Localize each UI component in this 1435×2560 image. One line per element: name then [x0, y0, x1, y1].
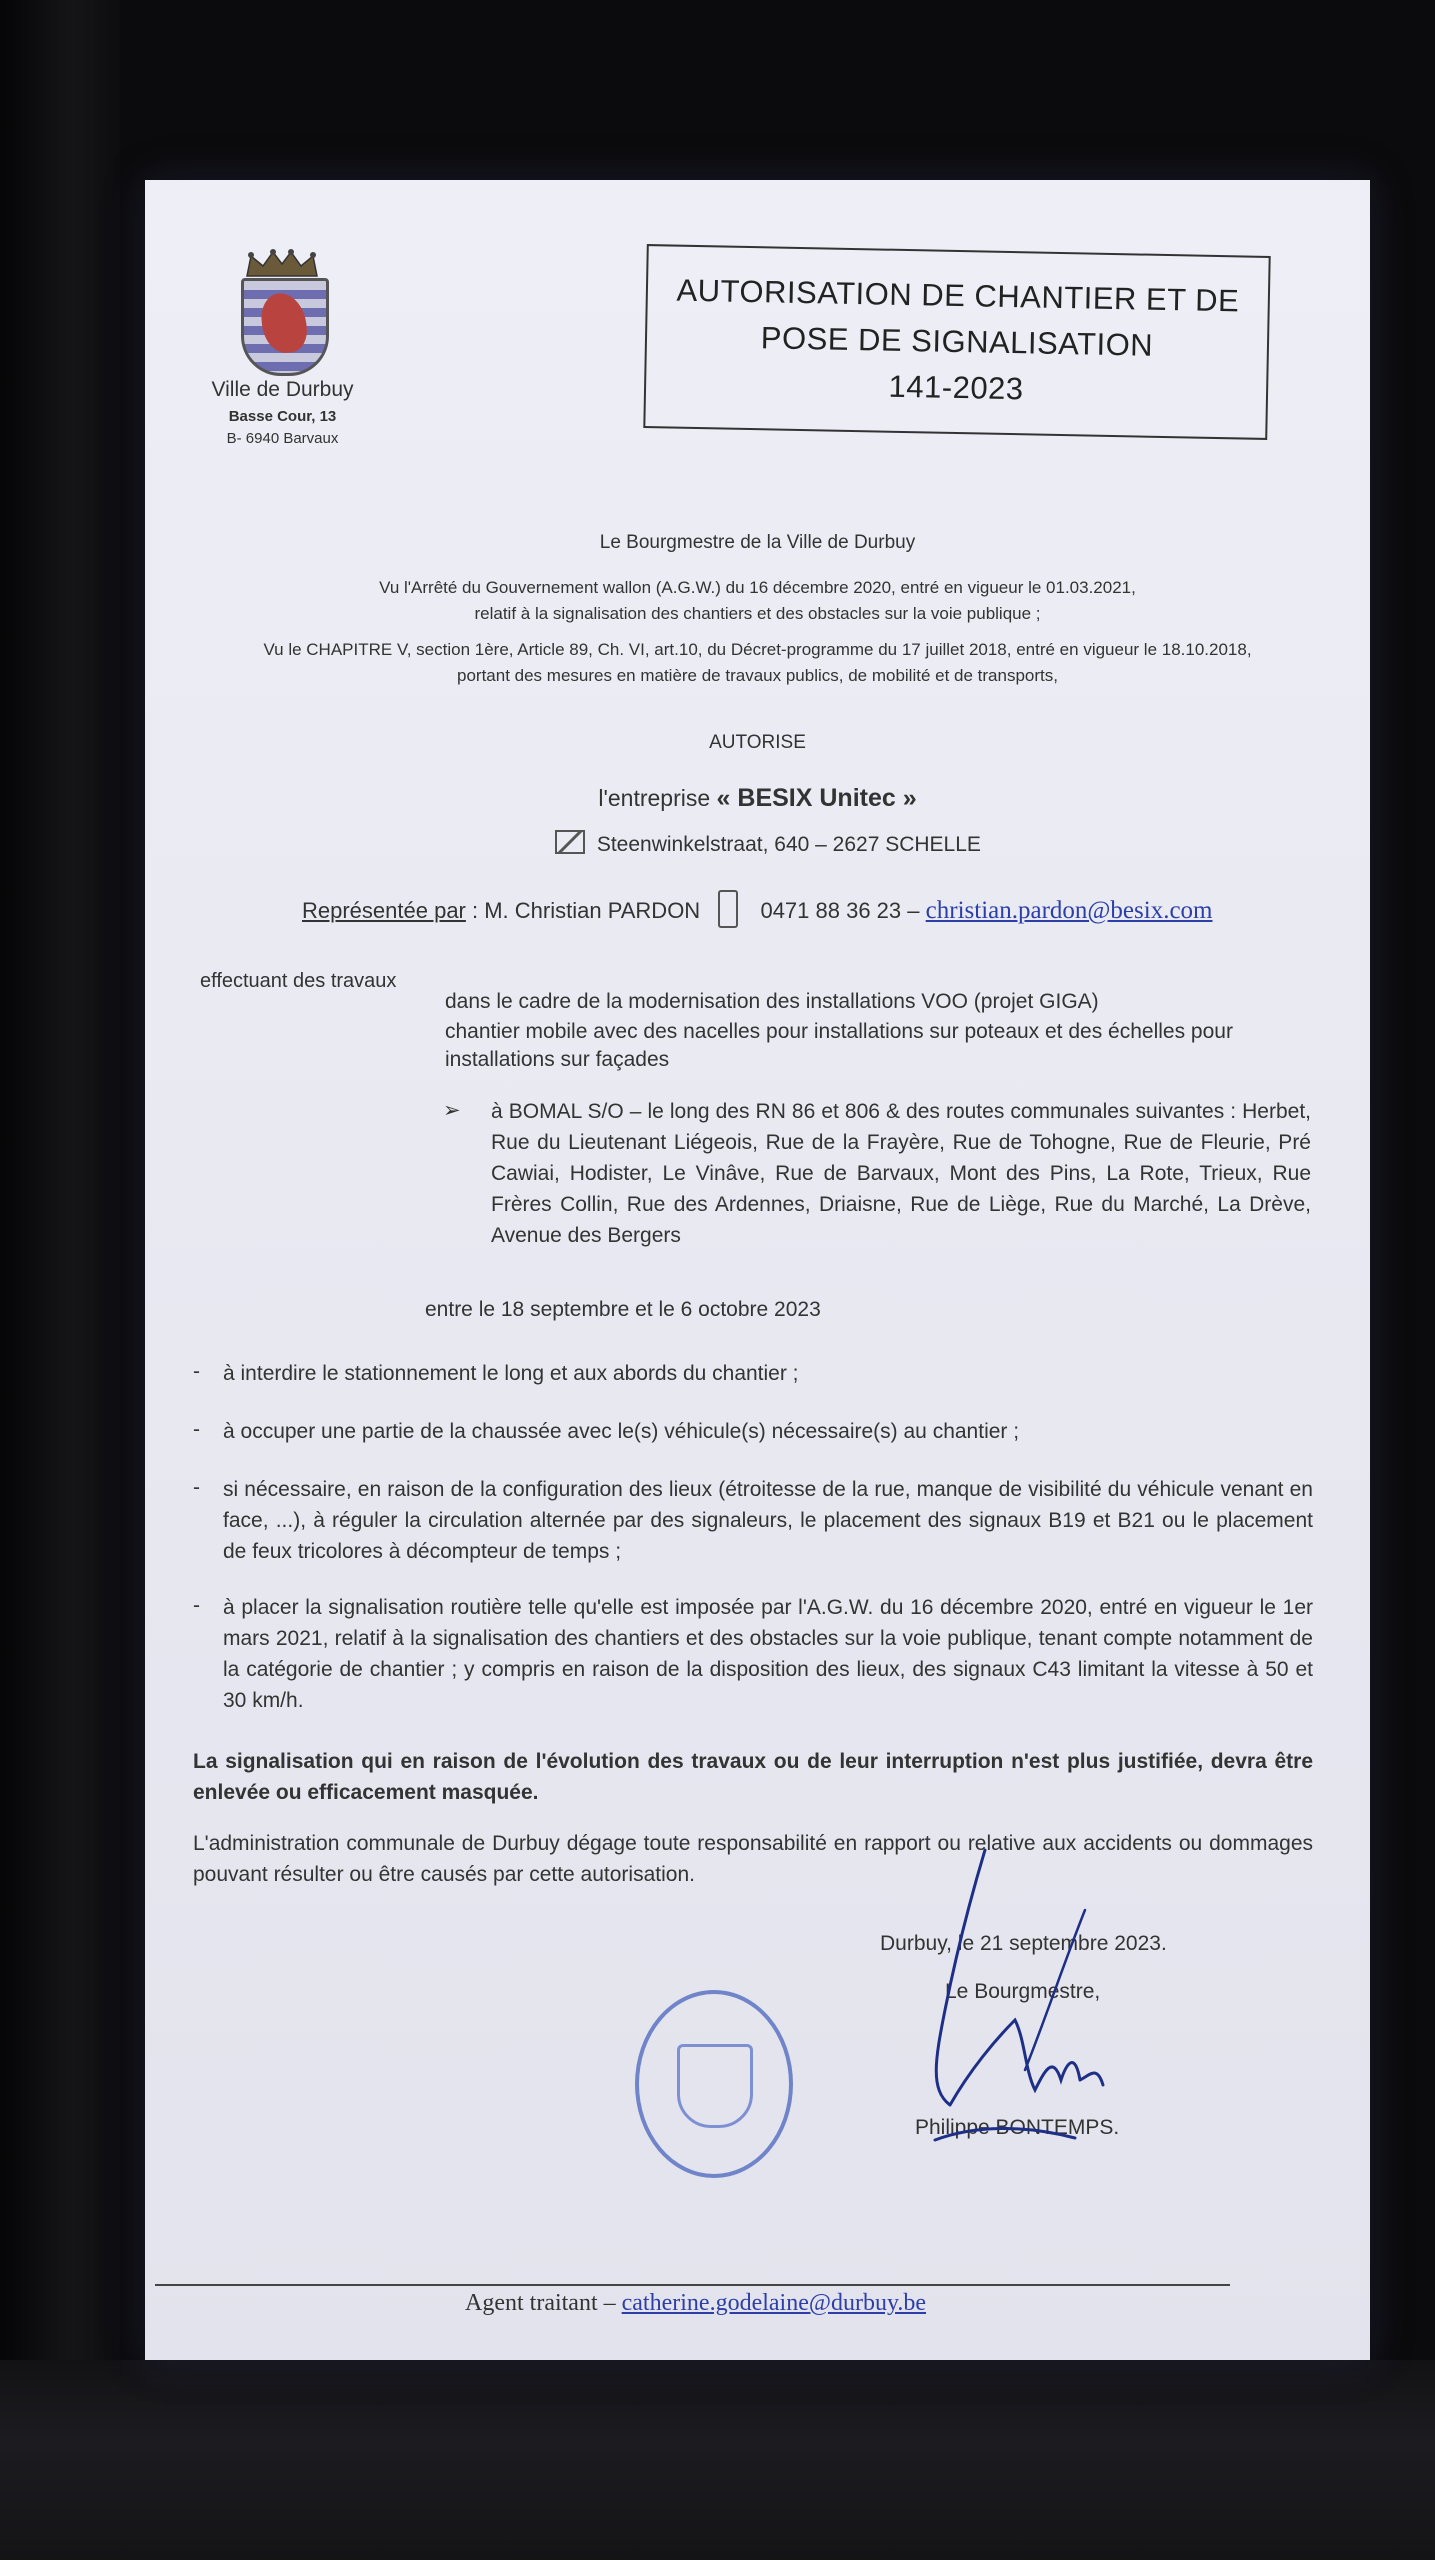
signatory-name: Philippe BONTEMPS. — [915, 2116, 1120, 2139]
document-number: 141-2023 — [888, 368, 1024, 407]
legal-ref-2-line2: portant des mesures en matière de travaux publics, de mobilité et de transports, — [457, 666, 1058, 685]
crown-icon — [243, 248, 321, 278]
footer-divider — [155, 2284, 1230, 2286]
document-page — [145, 180, 1370, 2360]
condition-marker: - — [193, 1418, 200, 1441]
legal-ref-1-line2: relatif à la signalisation des chantiers et des obstacles sur la voie publique ; — [474, 604, 1041, 623]
works-location: à BOMAL S/O – le long des RN 86 et 806 & des routes communales suivantes : Herbet, Rue du Lieutenant Liégeois, Rue de la Frayère, Rue de Tohogne, Rue de Fleurie, Pré Cawiai, Hodister, Le Vinâve, Rue de Barvaux, Mont des Pins, La Rote, Trieux, Rue Frères Collin, Rue des Ardennes, Driaisne, Rue de Liège, Rue du Marché, La Drève, Avenue des Bergers — [491, 1100, 1311, 1247]
signatory-role: Le Bourgmestre, — [945, 1980, 1101, 2003]
condition-item: à interdire le stationnement le long et aux abords du chantier ; — [223, 1362, 799, 1385]
works-line2: chantier mobile avec des nacelles pour installations sur poteaux et des échelles pour — [445, 1020, 1233, 1043]
document-title-box — [643, 244, 1270, 440]
agent-email-link[interactable]: catherine.godelaine@durbuy.be — [621, 2290, 927, 2316]
authority-line: Le Bourgmestre de la Ville de Durbuy — [599, 532, 916, 553]
lion-icon — [258, 290, 310, 356]
works-period: entre le 18 septembre et le 6 octobre 2023 — [425, 1298, 821, 1321]
condition-item: si nécessaire, en raison de la configuration des lieux (étroitesse de la rue, manque de visibilité du véhicule venant en face, ...), à réguler la circulation alternée par des signaleurs, le placement des signaux B19 et B21 ou le placement de feux tricolores à décompteur de temps ; — [223, 1478, 1313, 1563]
authorize-heading: AUTORISE — [709, 732, 806, 753]
legal-ref-2-line1: Vu le CHAPITRE V, section 1ère, Article 89, Ch. VI, art.10, du Décret-programme du 17 juillet 2018, entré en vigueur le 18.10.2018, — [263, 640, 1252, 659]
arrow-bullet-icon: ➢ — [443, 1099, 461, 1122]
device-bezel-bottom — [0, 2360, 1435, 2560]
representative-phone: 0471 88 36 23 — [760, 898, 902, 923]
device-bezel-left — [0, 0, 120, 2560]
condition-marker: - — [193, 1476, 200, 1499]
mobile-phone-icon — [718, 890, 738, 928]
town-address-city: B- 6940 Barvaux — [226, 430, 339, 447]
condition-marker: - — [193, 1360, 200, 1383]
town-address-street: Basse Cour, 13 — [228, 408, 337, 425]
works-line1: dans le cadre de la modernisation des installations VOO (projet GIGA) — [445, 990, 1099, 1013]
contact-separator: – — [907, 898, 920, 923]
mail-icon — [555, 830, 585, 854]
company-name: « BESIX Unitec » — [716, 784, 917, 812]
representative-line — [302, 890, 1213, 928]
coat-of-arms-icon — [241, 278, 329, 376]
works-label: effectuant des travaux — [200, 970, 397, 992]
works-line3: installations sur façades — [445, 1048, 670, 1071]
document-title-line2: POSE DE SIGNALISATION — [760, 320, 1154, 363]
liability-disclaimer: L'administration communale de Durbuy dégage toute responsabilité en rapport ou relative aux accidents ou dommages pouvant résulter ou être causés par cette autorisation. — [193, 1832, 1313, 1886]
representative-name: : M. Christian PARDON — [465, 898, 701, 923]
represented-label: Représentée par — [302, 898, 466, 923]
company-line — [145, 784, 1370, 813]
removal-notice: La signalisation qui en raison de l'évolution des travaux ou de leur interruption n'est plus justifiée, devra être enlevée ou efficacement masquée. — [193, 1750, 1313, 1804]
company-prefix: l'entreprise — [598, 785, 711, 811]
footer-label: Agent traitant – — [465, 2290, 616, 2316]
condition-marker: - — [193, 1594, 200, 1617]
official-stamp — [635, 1990, 793, 2178]
condition-item: à placer la signalisation routière telle qu'elle est imposée par l'A.G.W. du 16 décembre 2020, entré en vigueur le 1er mars 2021, relatif à la signalisation des chantiers et des obstacles sur la voie publique, tenant compte notamment de la catégorie de chantier ; y compris en raison de la disposition des lieux, des signaux C43 limitant la vitesse à 50 et 30 km/h. — [223, 1596, 1313, 1712]
handwritten-signature — [875, 1840, 1135, 2170]
footer-line — [465, 2290, 926, 2317]
condition-item: à occuper une partie de la chaussée avec le(s) véhicule(s) nécessaire(s) au chantier ; — [223, 1420, 1020, 1443]
stamp-coat-of-arms-icon — [677, 2044, 753, 2128]
company-address-line — [555, 830, 981, 857]
signature-place-date: Durbuy, le 21 septembre 2023. — [880, 1932, 1167, 1955]
legal-ref-1-line1: Vu l'Arrêté du Gouvernement wallon (A.G.W.) du 16 décembre 2020, entré en vigueur le 01.03.2021, — [379, 578, 1136, 597]
representative-email-link[interactable]: christian.pardon@besix.com — [925, 897, 1213, 924]
document-title-line1: AUTORISATION DE CHANTIER ET DE — [676, 272, 1240, 319]
town-name: Ville de Durbuy — [211, 378, 354, 401]
company-address: Steenwinkelstraat, 640 – 2627 SCHELLE — [596, 833, 981, 856]
